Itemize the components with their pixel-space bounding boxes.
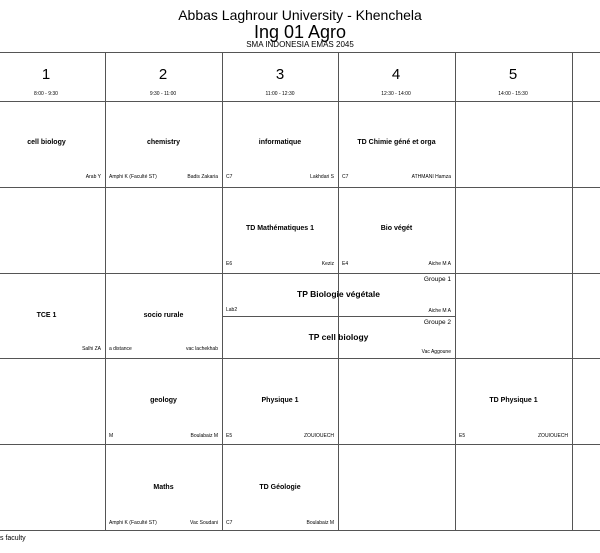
course-teacher: ATHMANI Hamza	[411, 174, 451, 180]
course-room: E4	[342, 261, 349, 267]
course-cell[interactable]	[455, 358, 572, 444]
course-subject: TCE 1	[36, 312, 57, 319]
course-subject: TD Chimie géné et orga	[357, 139, 436, 146]
course-cell[interactable]	[222, 358, 338, 444]
course-room: C7	[226, 520, 233, 526]
slot-time: 9:30 - 11:00	[149, 91, 177, 97]
slot-time: 14:00 - 15:30	[498, 91, 528, 97]
course-teacher: Arab Y	[85, 174, 101, 180]
course-cell[interactable]	[222, 101, 338, 187]
course-teacher: Salhi ZA	[82, 346, 101, 352]
course-room: M	[109, 433, 114, 439]
course-room: C7	[226, 174, 233, 180]
course-teacher: vac lachekhab	[186, 346, 218, 352]
course-room: Amphi K (Faculté ST)	[109, 174, 157, 180]
course-subject: Bio végét	[380, 225, 413, 232]
group-label: Groupe 2	[423, 319, 451, 326]
course-teacher: ZOUIOUECH	[538, 433, 568, 439]
course-cell[interactable]	[105, 101, 222, 187]
course-subject: TP cell biology	[308, 332, 369, 342]
course-cell[interactable]	[105, 444, 222, 530]
course-teacher: Badis Zakaria	[187, 174, 218, 180]
slot-number: 3	[275, 66, 285, 83]
course-room: E5	[459, 433, 466, 439]
grid-line	[0, 52, 600, 53]
course-subject: Maths	[153, 484, 174, 491]
group-title: Ing 01 Agro	[253, 22, 347, 42]
slot-time: 11:00 - 12:30	[265, 91, 295, 97]
course-subject: TP Biologie végétale	[297, 289, 380, 299]
slot-time: 12:30 - 14:00	[381, 91, 411, 97]
course-teacher: Keziz	[321, 261, 334, 267]
university-name: Abbas Laghrour University - Khenchela	[178, 7, 422, 23]
course-subject: Physique 1	[261, 397, 299, 404]
course-teacher: Lakhdari S	[310, 174, 334, 180]
course-room: E5	[226, 433, 233, 439]
slot-number: 1	[41, 66, 51, 83]
course-room: C7	[342, 174, 349, 180]
course-room: E6	[226, 261, 233, 267]
course-subject: TD Physique 1	[489, 397, 538, 404]
course-cell[interactable]	[222, 187, 338, 273]
tp-cell[interactable]	[222, 273, 455, 316]
course-teacher: Aiche M A	[428, 261, 451, 267]
course-subject: socio rurale	[143, 312, 184, 319]
subtitle: SMA INDONESIA EMAS 2045	[246, 40, 354, 49]
grid-line	[455, 52, 456, 531]
course-cell[interactable]	[338, 187, 455, 273]
slot-number: 4	[391, 66, 401, 83]
course-cell[interactable]	[105, 358, 222, 444]
course-teacher: Boulabaiz M	[306, 520, 334, 526]
course-room: Lab2	[226, 307, 238, 313]
course-subject: TD Mathématiques 1	[245, 225, 315, 232]
course-teacher: Aiche M A	[428, 308, 451, 314]
course-subject: TD Géologie	[259, 484, 301, 491]
course-subject: informatique	[258, 139, 302, 146]
grid-line	[0, 530, 600, 531]
tp-cell[interactable]	[222, 316, 455, 358]
slot-time: 8:00 - 9:30	[34, 91, 58, 97]
course-room: a distance	[109, 346, 132, 352]
course-subject: chemistry	[146, 139, 181, 146]
course-teacher: Boulabaiz M	[190, 433, 218, 439]
footer-note: s faculty	[0, 535, 26, 542]
course-subject: cell biology	[27, 139, 66, 146]
slot-number: 2	[158, 66, 168, 83]
course-room: Amphi K (Faculté ST)	[109, 520, 157, 526]
course-cell[interactable]	[0, 273, 105, 358]
group-label: Groupe 1	[423, 276, 451, 283]
course-cell[interactable]	[105, 273, 222, 358]
course-subject: geology	[150, 397, 177, 404]
grid-line	[572, 52, 573, 531]
course-teacher: Vac Soudani	[190, 520, 218, 526]
course-cell[interactable]	[338, 101, 455, 187]
course-cell[interactable]	[222, 444, 338, 530]
course-teacher: Vac Aggoune	[421, 349, 451, 355]
course-cell[interactable]	[0, 101, 105, 187]
slot-number: 5	[508, 66, 518, 83]
course-teacher: ZOUIOUECH	[304, 433, 334, 439]
